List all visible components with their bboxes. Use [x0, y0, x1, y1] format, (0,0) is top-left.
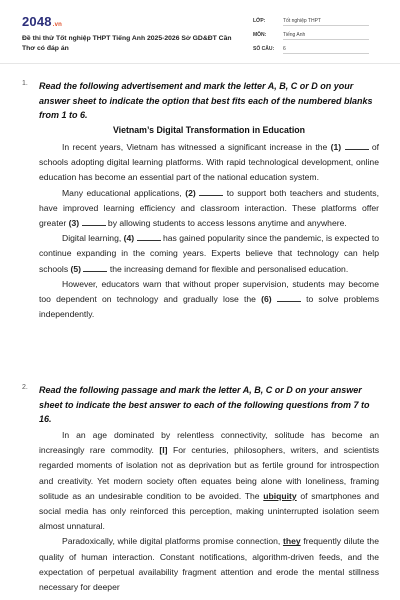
answer-blank[interactable]: [199, 187, 223, 196]
underlined-word: they: [282, 536, 301, 547]
text-segment: frequently dilute the quality of human interaction. Constant notifications, algorithm-driven feeds, and the expectation of perpetual availability fragment attention and erode the mental stillness necessary for deeper: [39, 536, 379, 593]
passage-body: [39, 140, 379, 322]
paragraph: [39, 277, 379, 323]
answer-blank[interactable]: [345, 141, 369, 150]
header-divider: [0, 63, 400, 64]
paragraph: [39, 186, 379, 232]
paragraph: [39, 534, 379, 595]
exam-title: Đề thi thử Tốt nghiệp THPT Tiếng Anh 2025-2026 Sở GD&ĐT Cần Thơ có đáp án: [22, 35, 232, 52]
paragraph: [39, 140, 379, 186]
meta-subject-label: MÔN:: [253, 32, 267, 38]
blank-number: (6): [261, 294, 272, 305]
blank-number: (1): [330, 142, 342, 152]
text-segment: has gained popularity since the pandemic, is expected to continue expanding in the coming years. Experts believe that technology can help schools: [39, 233, 380, 274]
paragraph: [39, 231, 379, 277]
insertion-marker: [I]: [159, 445, 168, 456]
text-segment: the increasing demand for flexible and personalised education.: [107, 263, 349, 274]
blank-number: (4): [123, 233, 135, 244]
page-header: [0, 0, 400, 62]
question-instruction: Read the following advertisement and mark the letter A, B, C or D on your answer sheet to indicate the option that best fits each of the numbered blanks from 1 to 6.: [39, 81, 373, 120]
meta-class-value: Tốt nghiệp THPT: [283, 18, 369, 26]
site-logo[interactable]: [22, 14, 62, 29]
text-segment: However, educators warn that without proper supervision, students may become too dependent on technology and gradually lose the: [39, 278, 379, 305]
text-segment: Many educational applications,: [62, 187, 186, 198]
text-segment: of schools adopting digital learning platforms. With rapid technological development, online education has become an essential part of the national education system.: [39, 142, 379, 183]
text-segment: In an age dominated by relentless connectivity, solitude has become an increasingly rare commodity.: [39, 430, 379, 456]
text-segment: by allowing students to access lessons anytime and anywhere.: [105, 218, 347, 229]
meta-class-label: LỚP:: [253, 18, 266, 24]
text-segment: In recent years, Vietnam has witnessed a significant increase in the: [62, 142, 331, 152]
meta-class-row: [253, 15, 373, 27]
text-segment: Paradoxically, while digital platforms promise connection,: [62, 536, 283, 547]
question-instruction: Read the following passage and mark the letter A, B, C or D on your answer sheet to indicate the best answer to each of the following questions from 7 to 16.: [39, 385, 370, 424]
meta-count-label: SỐ CÂU:: [253, 46, 275, 52]
text-segment: For centuries, philosophers, writers, and scientists regarded moments of isolation not as deprivation but as fertile ground for introspection and creativity. Yet modern society often equates being alone with loneliness, framing solitude as an undesirable condition to be avoided. The: [39, 445, 379, 501]
text-segment: to support both teachers and students, have improved learning efficiency and classroom interaction. These platforms offer greater: [39, 187, 379, 229]
question-number: 1.: [22, 80, 28, 87]
meta-count-value: 6: [283, 46, 369, 54]
meta-count-row: [253, 43, 373, 55]
text-segment: of smartphones and social media has only reinforced this perception, making uninterrupted isolation seem almost unnatural.: [39, 490, 379, 532]
passage-body: [39, 428, 379, 595]
meta-subject-value: Tiếng Anh: [283, 32, 369, 40]
logo-main-text: 2048: [22, 14, 52, 29]
paragraph: [39, 428, 379, 534]
passage-title: Vietnam’s Digital Transformation in Education: [112, 125, 306, 135]
blank-number: (5): [70, 263, 82, 274]
blank-number: (2): [185, 187, 196, 198]
text-segment: to solve problems independently.: [39, 294, 380, 320]
underlined-word: ubiquity: [263, 490, 297, 501]
answer-blank[interactable]: [137, 232, 161, 241]
meta-subject-row: [253, 29, 373, 41]
question-number: 2.: [22, 384, 28, 391]
answer-blank[interactable]: [277, 293, 301, 302]
answer-blank[interactable]: [82, 217, 106, 226]
text-segment: Digital learning,: [62, 233, 124, 244]
answer-blank[interactable]: [83, 263, 107, 272]
blank-number: (3): [68, 218, 80, 229]
logo-suffix-text: .vn: [52, 22, 63, 28]
